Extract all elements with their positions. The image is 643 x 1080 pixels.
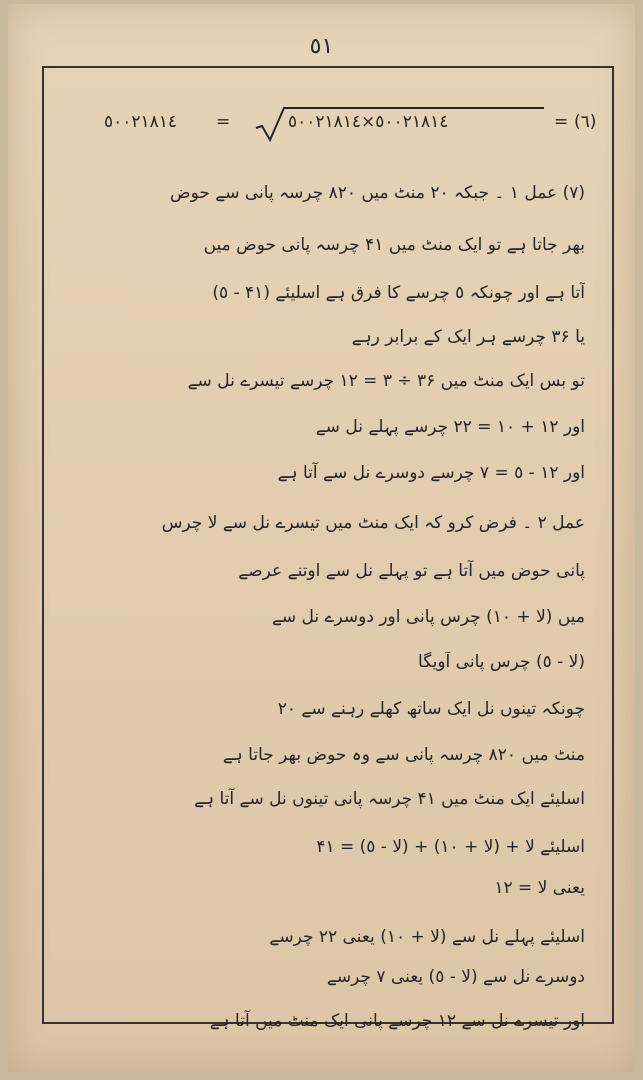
text-line-1: (٧) عمل ۱ ۔ جبکہ ۲۰ منٹ میں ۸۲۰ چرسہ پانی سے حوض [170,183,585,203]
text-line-3: آتا ہے اور چونکہ ٥ چرسے کا فرق ہے اسلیئے (۴۱ - ٥) [212,283,585,303]
text-line-13: منٹ میں ۸۲۰ چرسہ پانی سے وہ حوض بھر جاتا ہے [222,745,585,765]
text-line-2: بھر جاتا ہے تو ایک منٹ میں ۴۱ چرسہ پانی حوض میں [203,235,585,255]
text-line-4: یا ۳۶ چرسے ہر ایک کے برابر رہے [351,327,585,347]
text-line-17: اسلیئے پہلے نل سے (لا + ۱۰) یعنی ۲۲ چرسے [269,927,585,947]
text-line-8: عمل ۲ ۔ فرض کرو کہ ایک منٹ میں تیسرے نل سے لا چرس [161,513,585,533]
text-line-10: میں (لا + ۱۰) چرس پانی اور دوسرے نل سے [271,607,585,627]
text-line-6: اور ۱۲ + ۱۰ = ۲۲ چرسے پہلے نل سے [315,417,585,437]
text-line-5: تو بس ایک منٹ میں ۳۶ ÷ ۳ = ۱۲ چرسے تیسرے نل سے [187,371,585,391]
equation-equals-2: = [554,112,569,132]
book-page [8,4,635,1072]
page-number: ٥١ [309,34,334,59]
equation-sqrt-term: ٥٠٠٢١٨١٤×٥٠٠٢١٨١٤ [288,112,449,132]
equation-result: ٥٠٠٢١٨١٤ [104,112,178,132]
equation-label: (٦) [574,112,597,132]
text-line-14: اسلیئے ایک منٹ میں ۴۱ چرسہ پانی تینوں نل سے آتا ہے [194,789,585,809]
text-line-9: پانی حوض میں آتا ہے تو پہلے نل سے اوتنے عرصے [238,561,585,581]
text-line-7: اور ۱۲ - ٥ = ۷ چرسے دوسرے نل سے آتا ہے [277,463,585,483]
equation-equals-1: = [216,112,231,132]
text-line-18: دوسرے نل سے (لا - ٥) یعنی ۷ چرسے [326,967,585,987]
text-line-12: چونکہ تینوں نل ایک ساتھ کھلے رہنے سے ۲۰ [277,699,585,719]
equation-line [104,104,609,144]
text-line-15: اسلیئے لا + (لا + ۱۰) + (لا - ٥) = ۴۱ [316,837,585,857]
text-line-19: اور تیسرے نل سے ۱۲ چرسے پانی ایک منٹ میں آتا ہے [209,1011,585,1031]
text-line-16: یعنی لا = ۱۲ [494,878,585,898]
text-line-11: (لا - ٥) چرس پانی آویگا [418,652,585,672]
